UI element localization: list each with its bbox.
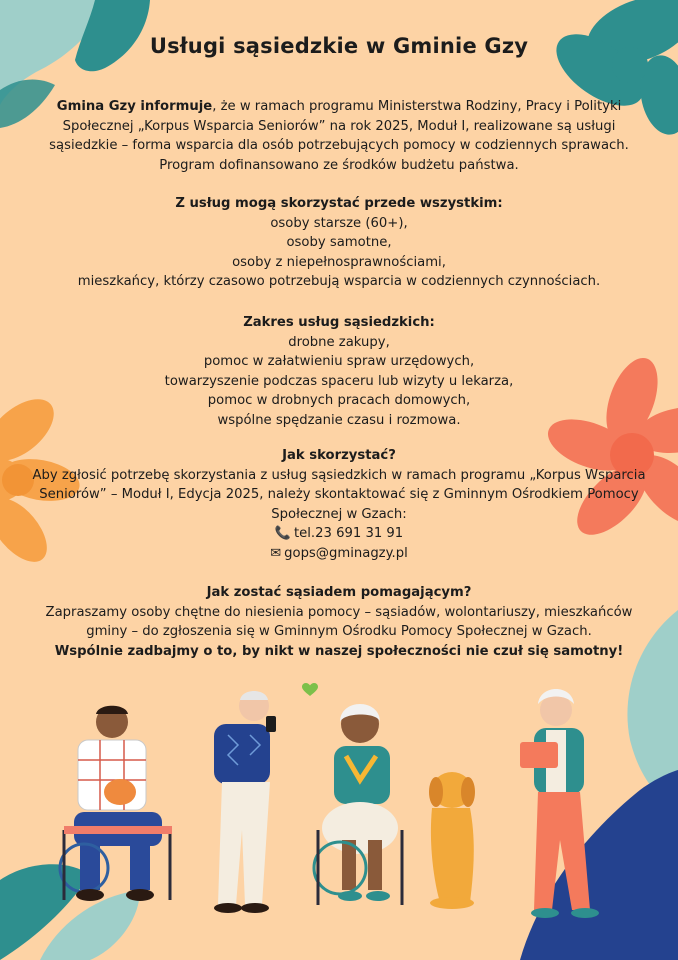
phone-icon: 📞 (274, 526, 291, 541)
eligibility-item: mieszkańcy, którzy czasowo potrzebują wsparcia w codziennych czynnościach. (77, 274, 601, 289)
helper-text: Zapraszamy osoby chętne do niesienia pomocy – sąsiadów, wolontariuszy, mieszkańców gminy – do zgłoszenia się w Gminnym Ośrodku Pomocy Społecznej w Gzach. (45, 604, 633, 639)
dog-figure (429, 772, 475, 909)
helper-heading: Jak zostać sąsiadem pomagającym? (206, 585, 472, 600)
man-with-phone-figure (214, 691, 276, 913)
man-in-wheelchair-figure (60, 706, 172, 901)
scope-item: pomoc w drobnych pracach domowych, (207, 393, 471, 408)
closing-text: Wspólnie zadbajmy o to, by nikt w naszej społeczności nie czuł się samotny! (54, 643, 624, 659)
intro-lead: Gmina Gzy informuje (56, 99, 213, 114)
eligibility-item: osoby samotne, (286, 235, 392, 250)
scope-item: wspólne spędzanie czasu i rozmowa. (217, 412, 461, 428)
scope-item: pomoc w załatwieniu spraw urzędowych, (203, 354, 475, 369)
envelope-icon: ✉ (270, 545, 282, 561)
scope-item: towarzyszenie podczas spaceru lub wizyty u lekarza, (164, 373, 514, 389)
email-address: gops@gminagzy.pl (284, 545, 408, 561)
page-title: Usługi sąsiedzkie w Gminie Gzy (149, 34, 529, 58)
eligibility-item: osoby z niepełnosprawnościami, (232, 254, 446, 270)
eligibility-item: osoby starsze (60+), (270, 215, 408, 231)
woman-in-wheelchair-figure (314, 704, 402, 905)
scope-heading: Zakres usług sąsiedzkich: (243, 315, 435, 330)
phone-number: tel.23 691 31 91 (293, 526, 404, 541)
woman-with-tablet-figure (520, 689, 599, 918)
intro-text: , że w ramach programu Ministerstwa Rodziny, Pracy i Polityki Społecznej „Korpus Wsparcia Seniorów” na rok 2025, Moduł I, realizowane są usługi sąsiedzkie – forma wsparcia dla osób potrzebujących pomocy w codziennych sprawach. Program dofinansowano ze środków budżetu państwa. (49, 99, 629, 173)
how-heading: Jak skorzystać? (282, 448, 396, 463)
eligibility-heading: Z usług mogą skorzystać przede wszystkim: (175, 196, 503, 211)
how-text: Aby zgłosić potrzebę skorzystania z usług sąsiedzkich w ramach programu „Korpus Wsparcia Seniorów” – Moduł I, Edycja 2025, należy skontaktować się z Gminnym Ośrodkiem Pomocy Społecznej w Gzach: (32, 467, 646, 522)
scope-item: drobne zakupy, (288, 334, 390, 350)
